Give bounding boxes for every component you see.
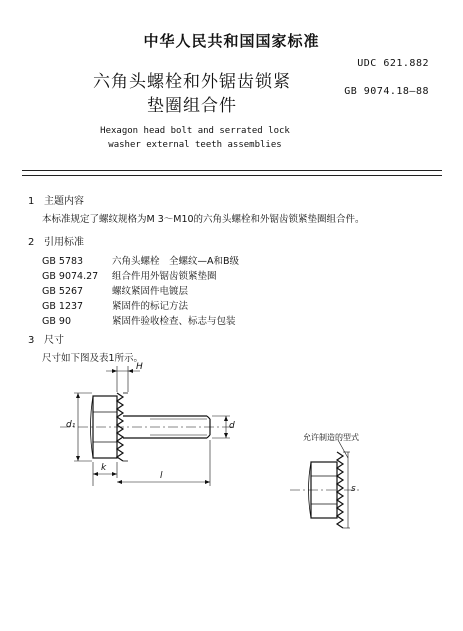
issuing-body: 中华人民共和国国家标准 <box>143 32 320 50</box>
reference-code: GB 90 <box>42 316 71 327</box>
reference-code: GB 9074.27 <box>42 271 99 282</box>
title-line-2: 垫圈组合件 <box>147 96 237 116</box>
reference-desc: 螺纹紧固件电镀层 <box>112 286 189 297</box>
section-title: 主题内容 <box>44 196 84 207</box>
reference-desc: 六角头螺栓 全螺纹—A和B级 <box>112 256 240 267</box>
reference-code: GB 5783 <box>42 256 84 267</box>
dim-label-k: k <box>101 463 107 473</box>
reference-desc: 组合件用外锯齿锁紧垫圈 <box>112 271 217 282</box>
reference-code: GB 1237 <box>42 301 84 312</box>
dim-label-l: l <box>160 471 163 481</box>
dim-label-H: H <box>136 362 143 372</box>
side-view-caption: 允许制造的型式 <box>303 433 359 442</box>
dim-label-ds: d₁ <box>66 420 76 430</box>
standard-number: GB 9074.18—88 <box>344 86 429 97</box>
english-title-line-2: washer external teeth assemblies <box>108 140 282 150</box>
section-number: 1 <box>28 196 35 207</box>
reference-desc: 紧固件的标记方法 <box>112 301 189 312</box>
udc-number: UDC 621.882 <box>357 58 429 69</box>
reference-desc: 紧固件验收检查、标志与包装 <box>112 316 236 327</box>
section-1-text: 本标准规定了螺纹规格为M 3～M10的六角头螺栓和外锯齿锁紧垫圈组合件。 <box>42 214 365 225</box>
reference-code: GB 5267 <box>42 286 84 297</box>
section-number: 3 <box>28 335 35 346</box>
title-line-1: 六角头螺栓和外锯齿锁紧 <box>93 72 291 92</box>
section-title: 引用标准 <box>44 237 84 248</box>
section-3-text: 尺寸如下图及表1所示。 <box>42 353 144 364</box>
english-title-line-1: Hexagon head bolt and serrated lock <box>100 126 290 136</box>
dim-label-s: s <box>351 484 356 494</box>
dim-label-d: d <box>229 421 235 431</box>
section-number: 2 <box>28 237 35 248</box>
section-title: 尺寸 <box>44 335 64 346</box>
